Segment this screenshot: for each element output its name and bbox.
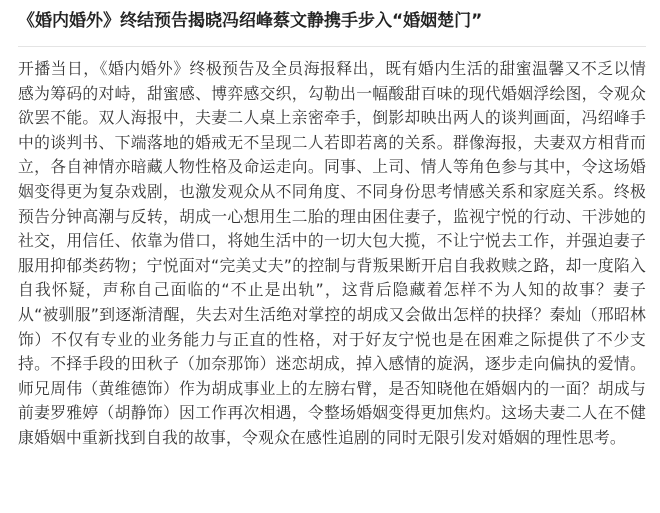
article-body-paragraph: 开播当日，《婚内婚外》终极预告及全员海报释出，既有婚内生活的甜蜜温馨又不乏以情感为筹码的对峙，甜蜜感、博弈感交织，勾勒出一幅酸甜百味的现代婚姻浮绘图，令观众欲罢不能。双人海报中，夫妻二人桌上亲密牵手，倒影却映出两人的谈判画面，冯绍峰手中的谈判书、下端落地的婚戒无不呈现二人若即若离的关系。群像海报，夫妻双方相背而立，各自神情亦暗藏人物性格及命运走向。同事、上司、情人等角色参与其中，令这场婚姻变得更为复杂戏剧，也激发观众从不同角度、不同身份思考情感关系和家庭关系。终极预告分钟高潮与反转，胡成一心想用生二胎的理由困住妻子，监视宁悦的行动、干涉她的社交，用信任、依靠为借口，将她生活中的一切大包大揽，不让宁悦去工作，并强迫妻子服用抑郁类药物；宁悦面对“完美丈夫”的控制与背叛果断开启自我救赎之路，却一度陷入自我怀疑，声称自己面临的“不止是出轨”，这背后隐藏着怎样不为人知的故事？妻子从“被驯服”到逐渐清醒，失去对生活绝对掌控的胡成又会做出怎样的抉择？秦灿（邢昭林饰）不仅有专业的业务能力与正直的性格，对于好友宁悦也是在困难之际提供了不少支持。不择手段的田秋子（加奈那饰）迷恋胡成，掉入感情的旋涡，逐步走向偏执的爱情。师兄周伟（黄维德饰）作为胡成事业上的左膀右臂，是否知晓他在婚姻内的一面？胡成与前妻罗雅婷（胡静饰）因工作再次相遇，令整场婚姻变得更加焦灼。这场夫妻二人在不健康婚姻中重新找到自我的故事，令观众在感性追剧的同时无限引发对婚姻的理性思考。: [18, 59, 646, 447]
headline-divider: [18, 46, 646, 47]
article-headline: 《婚内婚外》终结预告揭晓冯绍峰蔡文静携手步入“婚姻楚门”: [18, 11, 483, 31]
